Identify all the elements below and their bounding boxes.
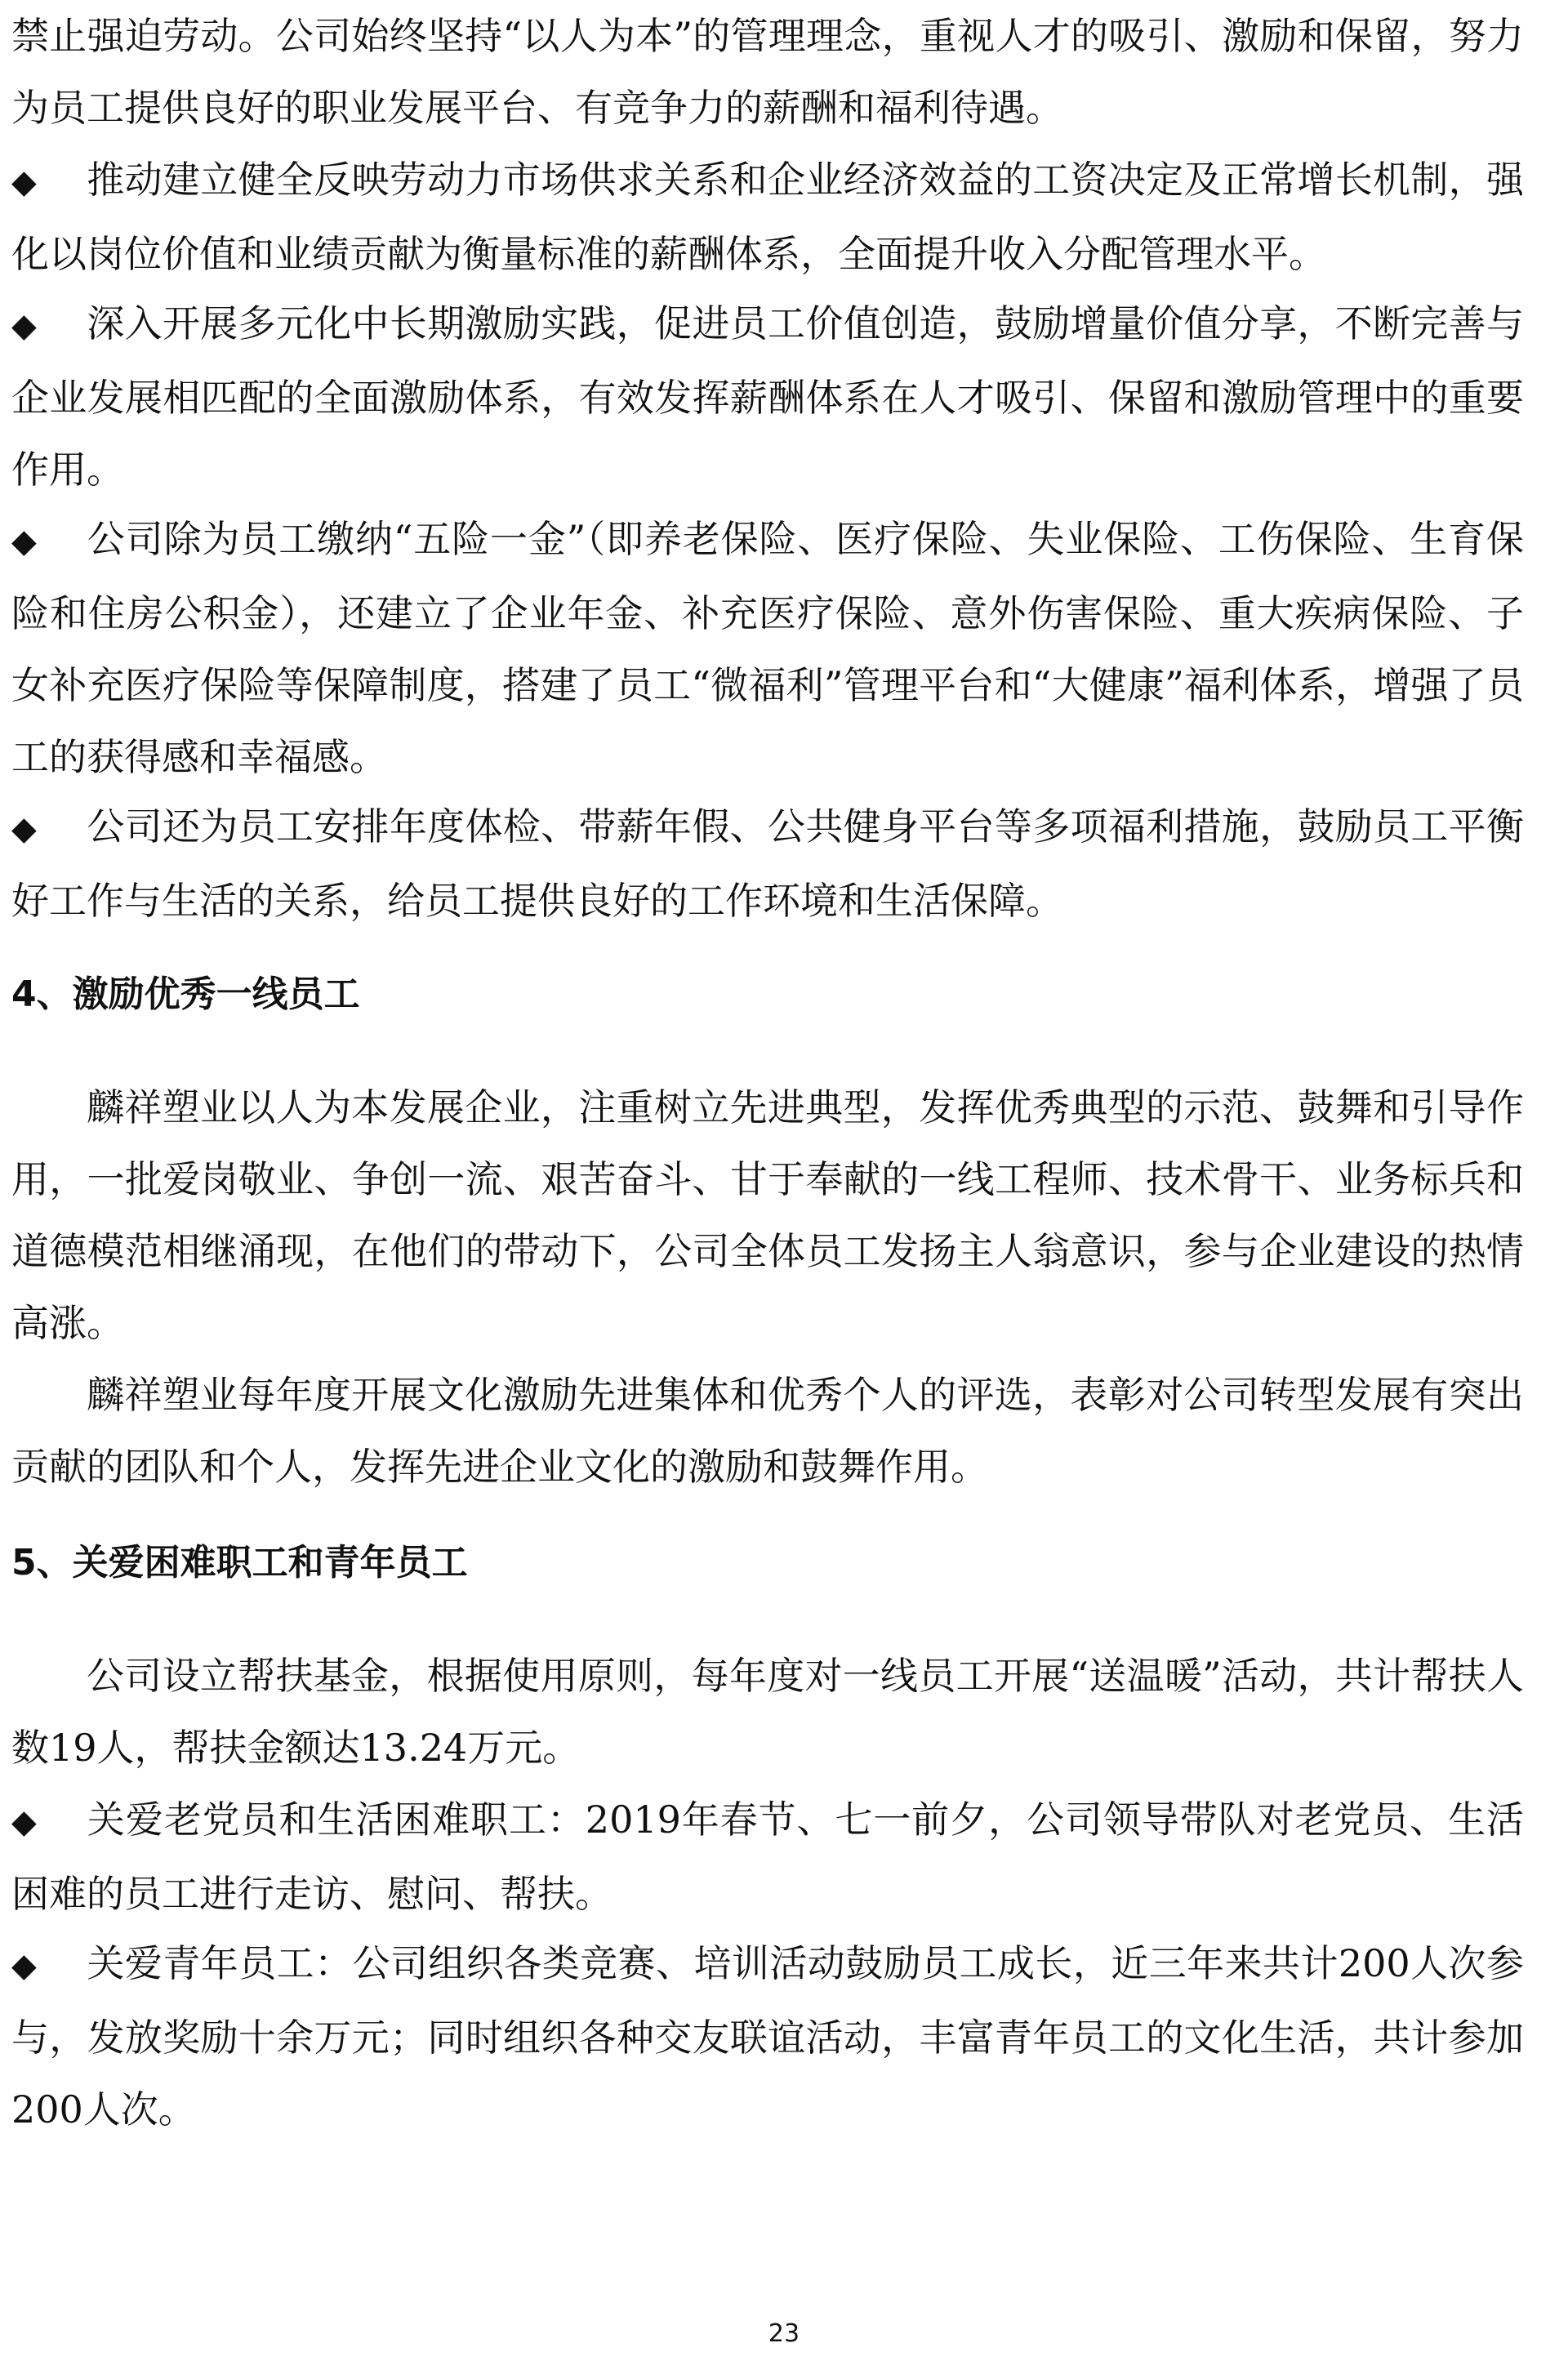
diamond-bullet-icon: ◆ xyxy=(11,523,37,560)
paragraph-text: 公司除为员工缴纳“五险一金”（即养老保险、医疗保险、失业保险、工伤保险、生育保险和住房公积金），还建立了企业年金、补充医疗保险、意外伤害保险、重大疾病保险、子女补充医疗保险等保障制度，搭建了员工“微福利”管理平台和“大健康”福利体系，增强了员工的获得感和幸福感。 xyxy=(11,517,1524,779)
paragraph-text: 关爱老党员和生活困难职工：2019年春节、七一前夕，公司领导带队对老党员、生活困难的员工进行走访、慰问、帮扶。 xyxy=(11,1797,1524,1916)
bullet-paragraph-incentive xyxy=(11,287,1524,506)
diamond-bullet-icon: ◆ xyxy=(11,1947,37,1985)
paragraph-text: 深入开展多元化中长期激励实践，促进员工价值创造，鼓励增量价值分享，不断完善与企业发展相匹配的全面激励体系，有效发挥薪酬体系在人才吸引、保留和激励管理中的重要作用。 xyxy=(11,301,1524,492)
paragraph-text: 公司设立帮扶基金，根据使用原则，每年度对一线员工开展“送温暖”活动，共计帮扶人数19人，帮扶金额达13.24万元。 xyxy=(11,1654,1524,1770)
paragraph-text: 关爱青年员工：公司组织各类竞赛、培训活动鼓励员工成长，近三年来共计200人次参与，发放奖励十余万元；同时组织各种交友联谊活动，丰富青年员工的文化生活，共计参加200人次。 xyxy=(11,1941,1524,2132)
bullet-paragraph-insurance xyxy=(11,503,1524,793)
paragraph-support-fund xyxy=(11,1640,1524,1784)
page-number: 23 xyxy=(768,2319,800,2348)
paragraph-text: 公司还为员工安排年度体检、带薪年假、公共健身平台等多项福利措施，鼓励员工平衡好工作与生活的关系，给员工提供良好的工作环境和生活保障。 xyxy=(11,804,1524,923)
bullet-paragraph-welfare xyxy=(11,791,1524,937)
paragraph-role-models xyxy=(11,1071,1524,1359)
section-heading-5: 5、关爱困难职工和青年员工 xyxy=(11,1542,468,1584)
section-heading-4: 4、激励优秀一线员工 xyxy=(11,973,360,1015)
bullet-paragraph-elderly xyxy=(11,1784,1524,1930)
bullet-paragraph-youth xyxy=(11,1927,1524,2145)
bullet-paragraph-salary xyxy=(11,144,1524,290)
paragraph-text: 禁止强迫劳动。公司始终坚持“以人为本”的管理理念，重视人才的吸引、激励和保留，努力为员工提供良好的职业发展平台、有竞争力的薪酬和福利待遇。 xyxy=(11,14,1524,130)
diamond-bullet-icon: ◆ xyxy=(11,1803,37,1841)
diamond-bullet-icon: ◆ xyxy=(11,307,37,345)
paragraph-text: 麟祥塑业每年度开展文化激励先进集体和优秀个人的评选，表彰对公司转型发展有突出贡献的团队和个人，发挥先进企业文化的激励和鼓舞作用。 xyxy=(11,1373,1524,1489)
diamond-bullet-icon: ◆ xyxy=(11,810,37,848)
paragraph-text: 推动建立健全反映劳动力市场供求关系和企业经济效益的工资决定及正常增长机制，强化以岗位价值和业绩贡献为衡量标准的薪酬体系，全面提升收入分配管理水平。 xyxy=(11,158,1524,276)
paragraph-text: 麟祥塑业以人为本发展企业，注重树立先进典型，发挥优秀典型的示范、鼓舞和引导作用，一批爱岗敬业、争创一流、艰苦奋斗、甘于奉献的一线工程师、技术骨干、业务标兵和道德模范相继涌现，在他们的带动下，公司全体员工发扬主人翁意识，参与企业建设的热情高涨。 xyxy=(11,1085,1524,1345)
paragraph-continuation xyxy=(11,0,1524,144)
diamond-bullet-icon: ◆ xyxy=(11,163,37,201)
paragraph-awards xyxy=(11,1359,1524,1503)
